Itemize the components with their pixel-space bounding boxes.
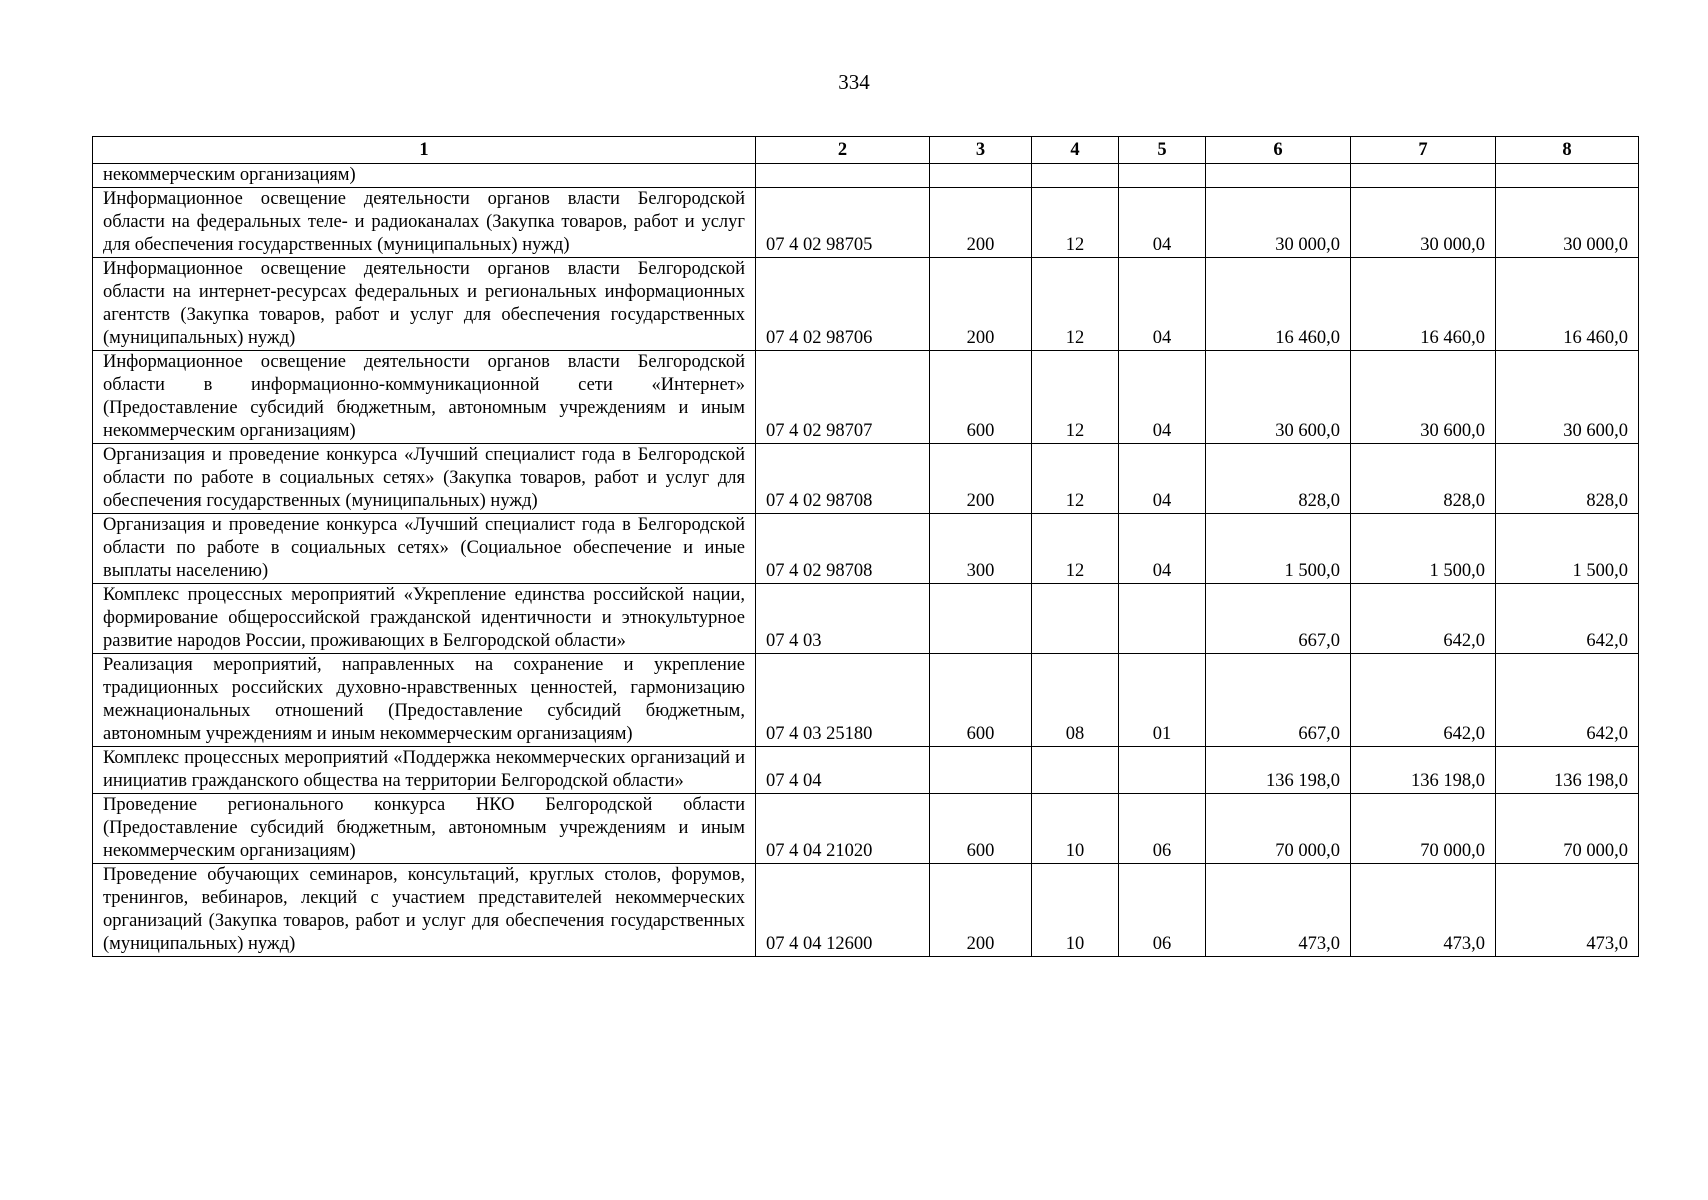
row-amount-col7: 16 460,0 bbox=[1351, 258, 1496, 351]
row-subsection: 04 bbox=[1119, 514, 1206, 584]
row-subsection: 04 bbox=[1119, 444, 1206, 514]
row-amount-col8: 30 600,0 bbox=[1496, 351, 1639, 444]
row-expense-type: 600 bbox=[930, 794, 1032, 864]
row-amount-col6: 70 000,0 bbox=[1206, 794, 1351, 864]
row-target-code: 07 4 04 bbox=[756, 747, 930, 794]
row-name: Комплекс процессных мероприятий «Поддержка некоммерческих организаций и инициатив гражданского общества на территории Белгородской области» bbox=[93, 747, 756, 794]
row-amount-col6: 30 000,0 bbox=[1206, 188, 1351, 258]
row-subsection bbox=[1119, 584, 1206, 654]
row-expense-type bbox=[930, 747, 1032, 794]
row-subsection: 04 bbox=[1119, 351, 1206, 444]
row-amount-col6: 16 460,0 bbox=[1206, 258, 1351, 351]
row-expense-type: 600 bbox=[930, 654, 1032, 747]
header-col-2: 2 bbox=[756, 137, 930, 164]
row-target-code: 07 4 03 25180 bbox=[756, 654, 930, 747]
row-amount-col8: 642,0 bbox=[1496, 584, 1639, 654]
row-amount-col6 bbox=[1206, 164, 1351, 188]
row-section: 08 bbox=[1032, 654, 1119, 747]
row-subsection: 04 bbox=[1119, 258, 1206, 351]
row-expense-type: 200 bbox=[930, 188, 1032, 258]
row-subsection: 06 bbox=[1119, 864, 1206, 957]
row-amount-col7: 473,0 bbox=[1351, 864, 1496, 957]
row-amount-col8: 136 198,0 bbox=[1496, 747, 1639, 794]
row-amount-col8: 1 500,0 bbox=[1496, 514, 1639, 584]
row-amount-col8: 16 460,0 bbox=[1496, 258, 1639, 351]
row-expense-type bbox=[930, 584, 1032, 654]
row-amount-col7: 642,0 bbox=[1351, 654, 1496, 747]
row-section bbox=[1032, 584, 1119, 654]
row-name: Информационное освещение деятельности органов власти Белгородской области на интернет-ресурсах федеральных и региональных информационных агентств (Закупка товаров, работ и услуг для обеспечения государственных (муниципальных) нужд) bbox=[93, 258, 756, 351]
row-section: 10 bbox=[1032, 794, 1119, 864]
row-amount-col7: 30 000,0 bbox=[1351, 188, 1496, 258]
row-name: некоммерческим организациям) bbox=[93, 164, 756, 188]
row-expense-type: 200 bbox=[930, 444, 1032, 514]
row-section: 12 bbox=[1032, 258, 1119, 351]
header-col-3: 3 bbox=[930, 137, 1032, 164]
row-name: Организация и проведение конкурса «Лучший специалист года в Белгородской области по работе в социальных сетях» (Закупка товаров, работ и услуг для обеспечения государственных (муниципальных) нужд) bbox=[93, 444, 756, 514]
row-section: 12 bbox=[1032, 444, 1119, 514]
row-amount-col6: 828,0 bbox=[1206, 444, 1351, 514]
row-amount-col6: 667,0 bbox=[1206, 654, 1351, 747]
row-section: 12 bbox=[1032, 188, 1119, 258]
row-subsection bbox=[1119, 164, 1206, 188]
row-name: Проведение регионального конкурса НКО Белгородской области (Предоставление субсидий бюджетным, автономным учреждениям и иным некоммерческим организациям) bbox=[93, 794, 756, 864]
table-row bbox=[93, 514, 1639, 584]
row-expense-type: 300 bbox=[930, 514, 1032, 584]
row-amount-col8: 642,0 bbox=[1496, 654, 1639, 747]
row-amount-col6: 30 600,0 bbox=[1206, 351, 1351, 444]
row-section bbox=[1032, 164, 1119, 188]
row-amount-col7: 70 000,0 bbox=[1351, 794, 1496, 864]
row-expense-type bbox=[930, 164, 1032, 188]
row-expense-type: 600 bbox=[930, 351, 1032, 444]
page-number: 334 bbox=[838, 70, 870, 94]
row-amount-col6: 667,0 bbox=[1206, 584, 1351, 654]
table-row bbox=[93, 864, 1639, 957]
header-col-1: 1 bbox=[93, 137, 756, 164]
row-subsection: 06 bbox=[1119, 794, 1206, 864]
row-expense-type: 200 bbox=[930, 258, 1032, 351]
table-row bbox=[93, 794, 1639, 864]
row-subsection: 04 bbox=[1119, 188, 1206, 258]
row-name: Проведение обучающих семинаров, консультаций, круглых столов, форумов, тренингов, вебинаров, лекций с участием представителей некоммерческих организаций (Закупка товаров, работ и услуг для обеспечения государственных (муниципальных) нужд) bbox=[93, 864, 756, 957]
row-target-code: 07 4 02 98706 bbox=[756, 258, 930, 351]
row-amount-col8: 473,0 bbox=[1496, 864, 1639, 957]
table-row bbox=[93, 188, 1639, 258]
row-section: 10 bbox=[1032, 864, 1119, 957]
row-section bbox=[1032, 747, 1119, 794]
row-amount-col7: 136 198,0 bbox=[1351, 747, 1496, 794]
header-row bbox=[93, 137, 1639, 164]
row-amount-col8 bbox=[1496, 164, 1639, 188]
header-col-4: 4 bbox=[1032, 137, 1119, 164]
row-amount-col8: 70 000,0 bbox=[1496, 794, 1639, 864]
row-amount-col6: 136 198,0 bbox=[1206, 747, 1351, 794]
row-subsection: 01 bbox=[1119, 654, 1206, 747]
row-target-code: 07 4 02 98705 bbox=[756, 188, 930, 258]
row-subsection bbox=[1119, 747, 1206, 794]
row-target-code: 07 4 02 98708 bbox=[756, 514, 930, 584]
row-name: Реализация мероприятий, направленных на сохранение и укрепление традиционных российских духовно-нравственных ценностей, гармонизацию межнациональных отношений (Предоставление субсидий бюджетным, автономным учреждениям и иным некоммерческим организациям) bbox=[93, 654, 756, 747]
row-target-code bbox=[756, 164, 930, 188]
header-col-8: 8 bbox=[1496, 137, 1639, 164]
row-amount-col8: 30 000,0 bbox=[1496, 188, 1639, 258]
row-target-code: 07 4 02 98708 bbox=[756, 444, 930, 514]
row-section: 12 bbox=[1032, 514, 1119, 584]
row-name: Информационное освещение деятельности органов власти Белгородской области в информационно-коммуникационной сети «Интернет» (Предоставление субсидий бюджетным, автономным учреждениям и иным некоммерческим организациям) bbox=[93, 351, 756, 444]
row-amount-col6: 473,0 bbox=[1206, 864, 1351, 957]
row-target-code: 07 4 02 98707 bbox=[756, 351, 930, 444]
row-name: Информационное освещение деятельности органов власти Белгородской области на федеральных теле- и радиоканалах (Закупка товаров, работ и услуг для обеспечения государственных (муниципальных) нужд) bbox=[93, 188, 756, 258]
header-col-5: 5 bbox=[1119, 137, 1206, 164]
row-amount-col7: 828,0 bbox=[1351, 444, 1496, 514]
budget-table bbox=[92, 136, 1639, 957]
row-amount-col7: 642,0 bbox=[1351, 584, 1496, 654]
table-row bbox=[93, 747, 1639, 794]
row-target-code: 07 4 04 21020 bbox=[756, 794, 930, 864]
table-row bbox=[93, 444, 1639, 514]
table-row bbox=[93, 654, 1639, 747]
header-col-6: 6 bbox=[1206, 137, 1351, 164]
table-row bbox=[93, 258, 1639, 351]
row-expense-type: 200 bbox=[930, 864, 1032, 957]
row-amount-col7 bbox=[1351, 164, 1496, 188]
row-amount-col7: 1 500,0 bbox=[1351, 514, 1496, 584]
header-col-7: 7 bbox=[1351, 137, 1496, 164]
row-amount-col8: 828,0 bbox=[1496, 444, 1639, 514]
row-target-code: 07 4 04 12600 bbox=[756, 864, 930, 957]
table-row bbox=[93, 351, 1639, 444]
row-target-code: 07 4 03 bbox=[756, 584, 930, 654]
row-name: Комплекс процессных мероприятий «Укрепление единства российской нации, формирование общероссийской гражданской идентичности и этнокультурное развитие народов России, проживающих в Белгородской области» bbox=[93, 584, 756, 654]
row-name: Организация и проведение конкурса «Лучший специалист года в Белгородской области по работе в социальных сетях» (Социальное обеспечение и иные выплаты населению) bbox=[93, 514, 756, 584]
row-section: 12 bbox=[1032, 351, 1119, 444]
table-row bbox=[93, 584, 1639, 654]
table-row bbox=[93, 164, 1639, 188]
row-amount-col7: 30 600,0 bbox=[1351, 351, 1496, 444]
row-amount-col6: 1 500,0 bbox=[1206, 514, 1351, 584]
